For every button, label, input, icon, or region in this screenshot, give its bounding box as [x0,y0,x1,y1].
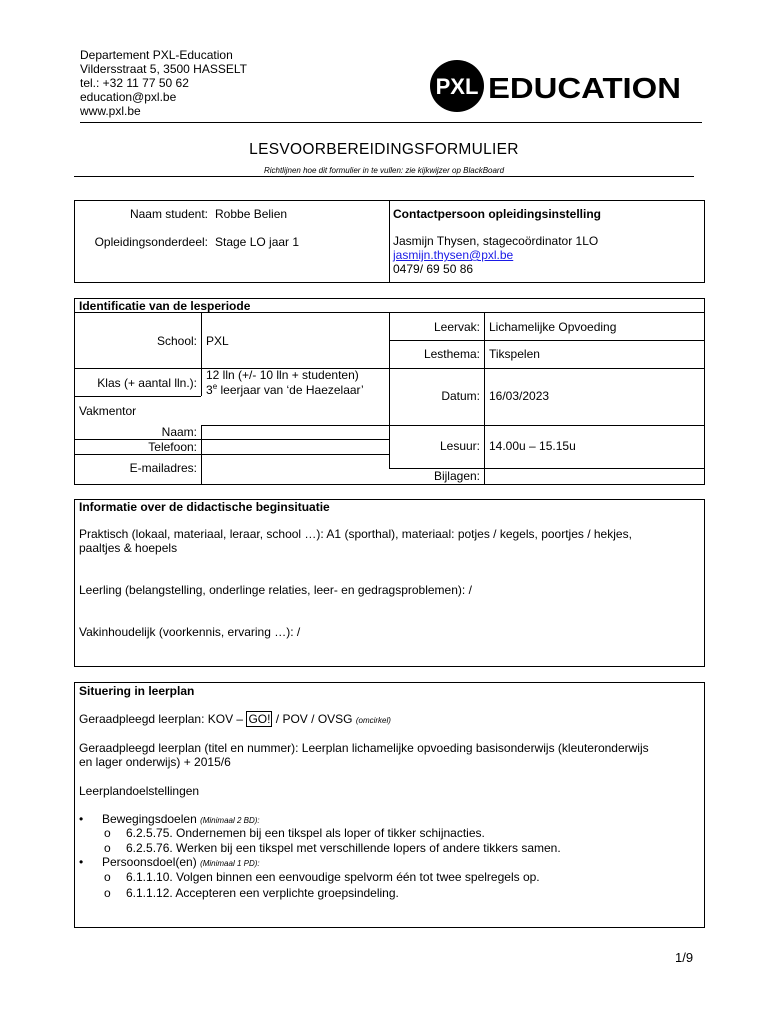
lesuur-label: Lesuur: [439,439,480,453]
sub-bullet-icon: o [104,886,111,900]
praktisch-line-2: paaltjes & hoepels [79,541,178,555]
page-subtitle: Richtlijnen hoe dit formulier in te vullen: zie kijkwijzer op BlackBoard [263,166,505,175]
address-line: www.pxl.be [80,104,141,118]
institution-address [80,48,247,118]
student-name-label: Naam student: [129,207,208,221]
geraadpleegd-rest: / POV / OVSG [272,712,356,726]
lesthema-value: Tikspelen [489,347,540,361]
klas-label: Klas (+ aantal lln.): [97,376,197,390]
school-label: School: [156,334,197,348]
mentor-email-label: E-mailadres: [129,461,197,475]
address-line: education@pxl.be [80,90,177,104]
vakinhoudelijk-line: Vakinhoudelijk (voorkennis, ervaring …): / [79,625,301,639]
geraadpleegd-leerplan-line [79,712,391,726]
table-line [74,454,389,455]
leerplandoelstellingen-label: Leerplandoelstellingen [79,784,200,798]
page-title: LESVOORBEREIDINGSFORMULIER [249,141,519,158]
beginsituatie-heading: Informatie over de didactische beginsituatie [79,500,330,514]
contact-name: Jasmijn Thysen, stagecoördinator 1LO [393,234,599,248]
selected-network: GO! [248,712,271,726]
sub-bullet-icon: o [104,870,111,884]
address-line: Vildersstraat 5, 3500 HASSELT [80,62,247,76]
contact-email-link[interactable]: jasmijn.thysen@pxl.be [393,248,514,262]
sub-bullet-icon: o [104,841,111,855]
datum-value: 16/03/2023 [489,389,550,403]
pxl-education-logo [430,60,682,112]
student-name-value: Robbe Belien [215,207,288,221]
datum-label: Datum: [441,389,480,403]
leerplan-titel-line-1: Geraadpleegd leerplan (titel en nummer): Leerplan lichamelijke opvoeding basisonderwijs (kleuteronderwijs [79,741,649,755]
bullet-icon: • [79,855,84,869]
mentor-phone-label: Telefoon: [148,440,197,454]
leerling-line: Leerling (belangstelling, onderlinge relaties, leer- en gedragsproblemen): / [79,583,472,597]
unit-label: Opleidingsonderdeel: [94,235,208,249]
persoonsdoel-1: 6.1.1.10. Volgen binnen een eenvoudige spelvorm één tot twee spelregels op. [126,870,540,884]
page-number: 1/9 [675,950,694,965]
klas-school: leerjaar van ‘de Haezelaar’ [217,383,364,397]
bullet-icon: • [79,812,84,826]
bewegingsdoelen-note: (Minimaal 2 BD): [200,816,260,825]
leervak-label: Leervak: [433,320,480,334]
klas-value-line-2 [206,382,364,397]
contact-heading: Contactpersoon opleidingsinstelling [393,207,602,221]
persoonsdoel-label: Persoonsdoel(en) [102,855,201,869]
klas-grade-suffix: e [212,382,218,391]
vakmentor-label: Vakmentor [79,404,137,418]
table-line [201,425,202,485]
persoonsdoel-2: 6.1.1.12. Accepteren een verplichte groepsindeling. [126,886,399,900]
contact-phone: 0479/ 69 50 86 [393,262,474,276]
bewegingsdoel-2: 6.2.5.76. Werken bij een tikspel met verschillende lopers of andere tikkers samen. [126,841,561,855]
student-contact-divider [389,200,390,283]
praktisch-line-1: Praktisch (lokaal, materiaal, leraar, school …): A1 (sporthal), materiaal: potjes / kegels, poortjes / hekjes, [79,527,632,541]
table-line [389,312,390,468]
address-line: tel.: +32 11 77 50 62 [80,76,189,90]
bewegingsdoelen-label: Bewegingsdoelen [102,812,201,826]
table-line [389,368,705,369]
bijlagen-label: Bijlagen: [433,469,480,483]
lesthema-label: Lesthema: [423,347,480,361]
lesuur-value: 14.00u – 15.15u [489,439,576,453]
header-divider [80,122,702,123]
logo-word-text: EDUCATION [488,73,681,105]
table-line [484,312,485,485]
identificatie-heading: Identificatie van de lesperiode [79,299,251,313]
table-line [389,340,705,341]
unit-value: Stage LO jaar 1 [215,235,300,249]
bewegingsdoelen-item [102,812,260,826]
logo-mark-text: PXL [435,74,479,99]
bewegingsdoel-1: 6.2.5.75. Ondernemen bij een tikspel als loper of tikker schijnacties. [126,826,485,840]
address-line: Departement PXL-Education [80,48,233,62]
persoonsdoel-note: (Minimaal 1 PD): [200,859,260,868]
title-divider [74,176,694,177]
school-value: PXL [206,334,229,348]
sub-bullet-icon: o [104,826,111,840]
table-line [201,425,389,426]
klas-value-line-1: 12 lln (+/- 10 lln + studenten) [206,368,359,382]
leerplan-titel-line-2: en lager onderwijs) + 2015/6 [79,755,231,769]
table-line [201,312,202,396]
table-line [74,396,201,397]
leervak-value: Lichamelijke Opvoeding [489,320,617,334]
table-line [389,425,705,426]
persoonsdoel-item [102,855,260,869]
omcirkel-note: (omcirkel) [355,716,391,725]
mentor-name-label: Naam: [161,425,197,439]
geraadpleegd-prefix: Geraadpleegd leerplan: KOV – [79,712,247,726]
leerplan-heading: Situering in leerplan [79,684,195,698]
klas-grade: 3 [206,383,213,397]
